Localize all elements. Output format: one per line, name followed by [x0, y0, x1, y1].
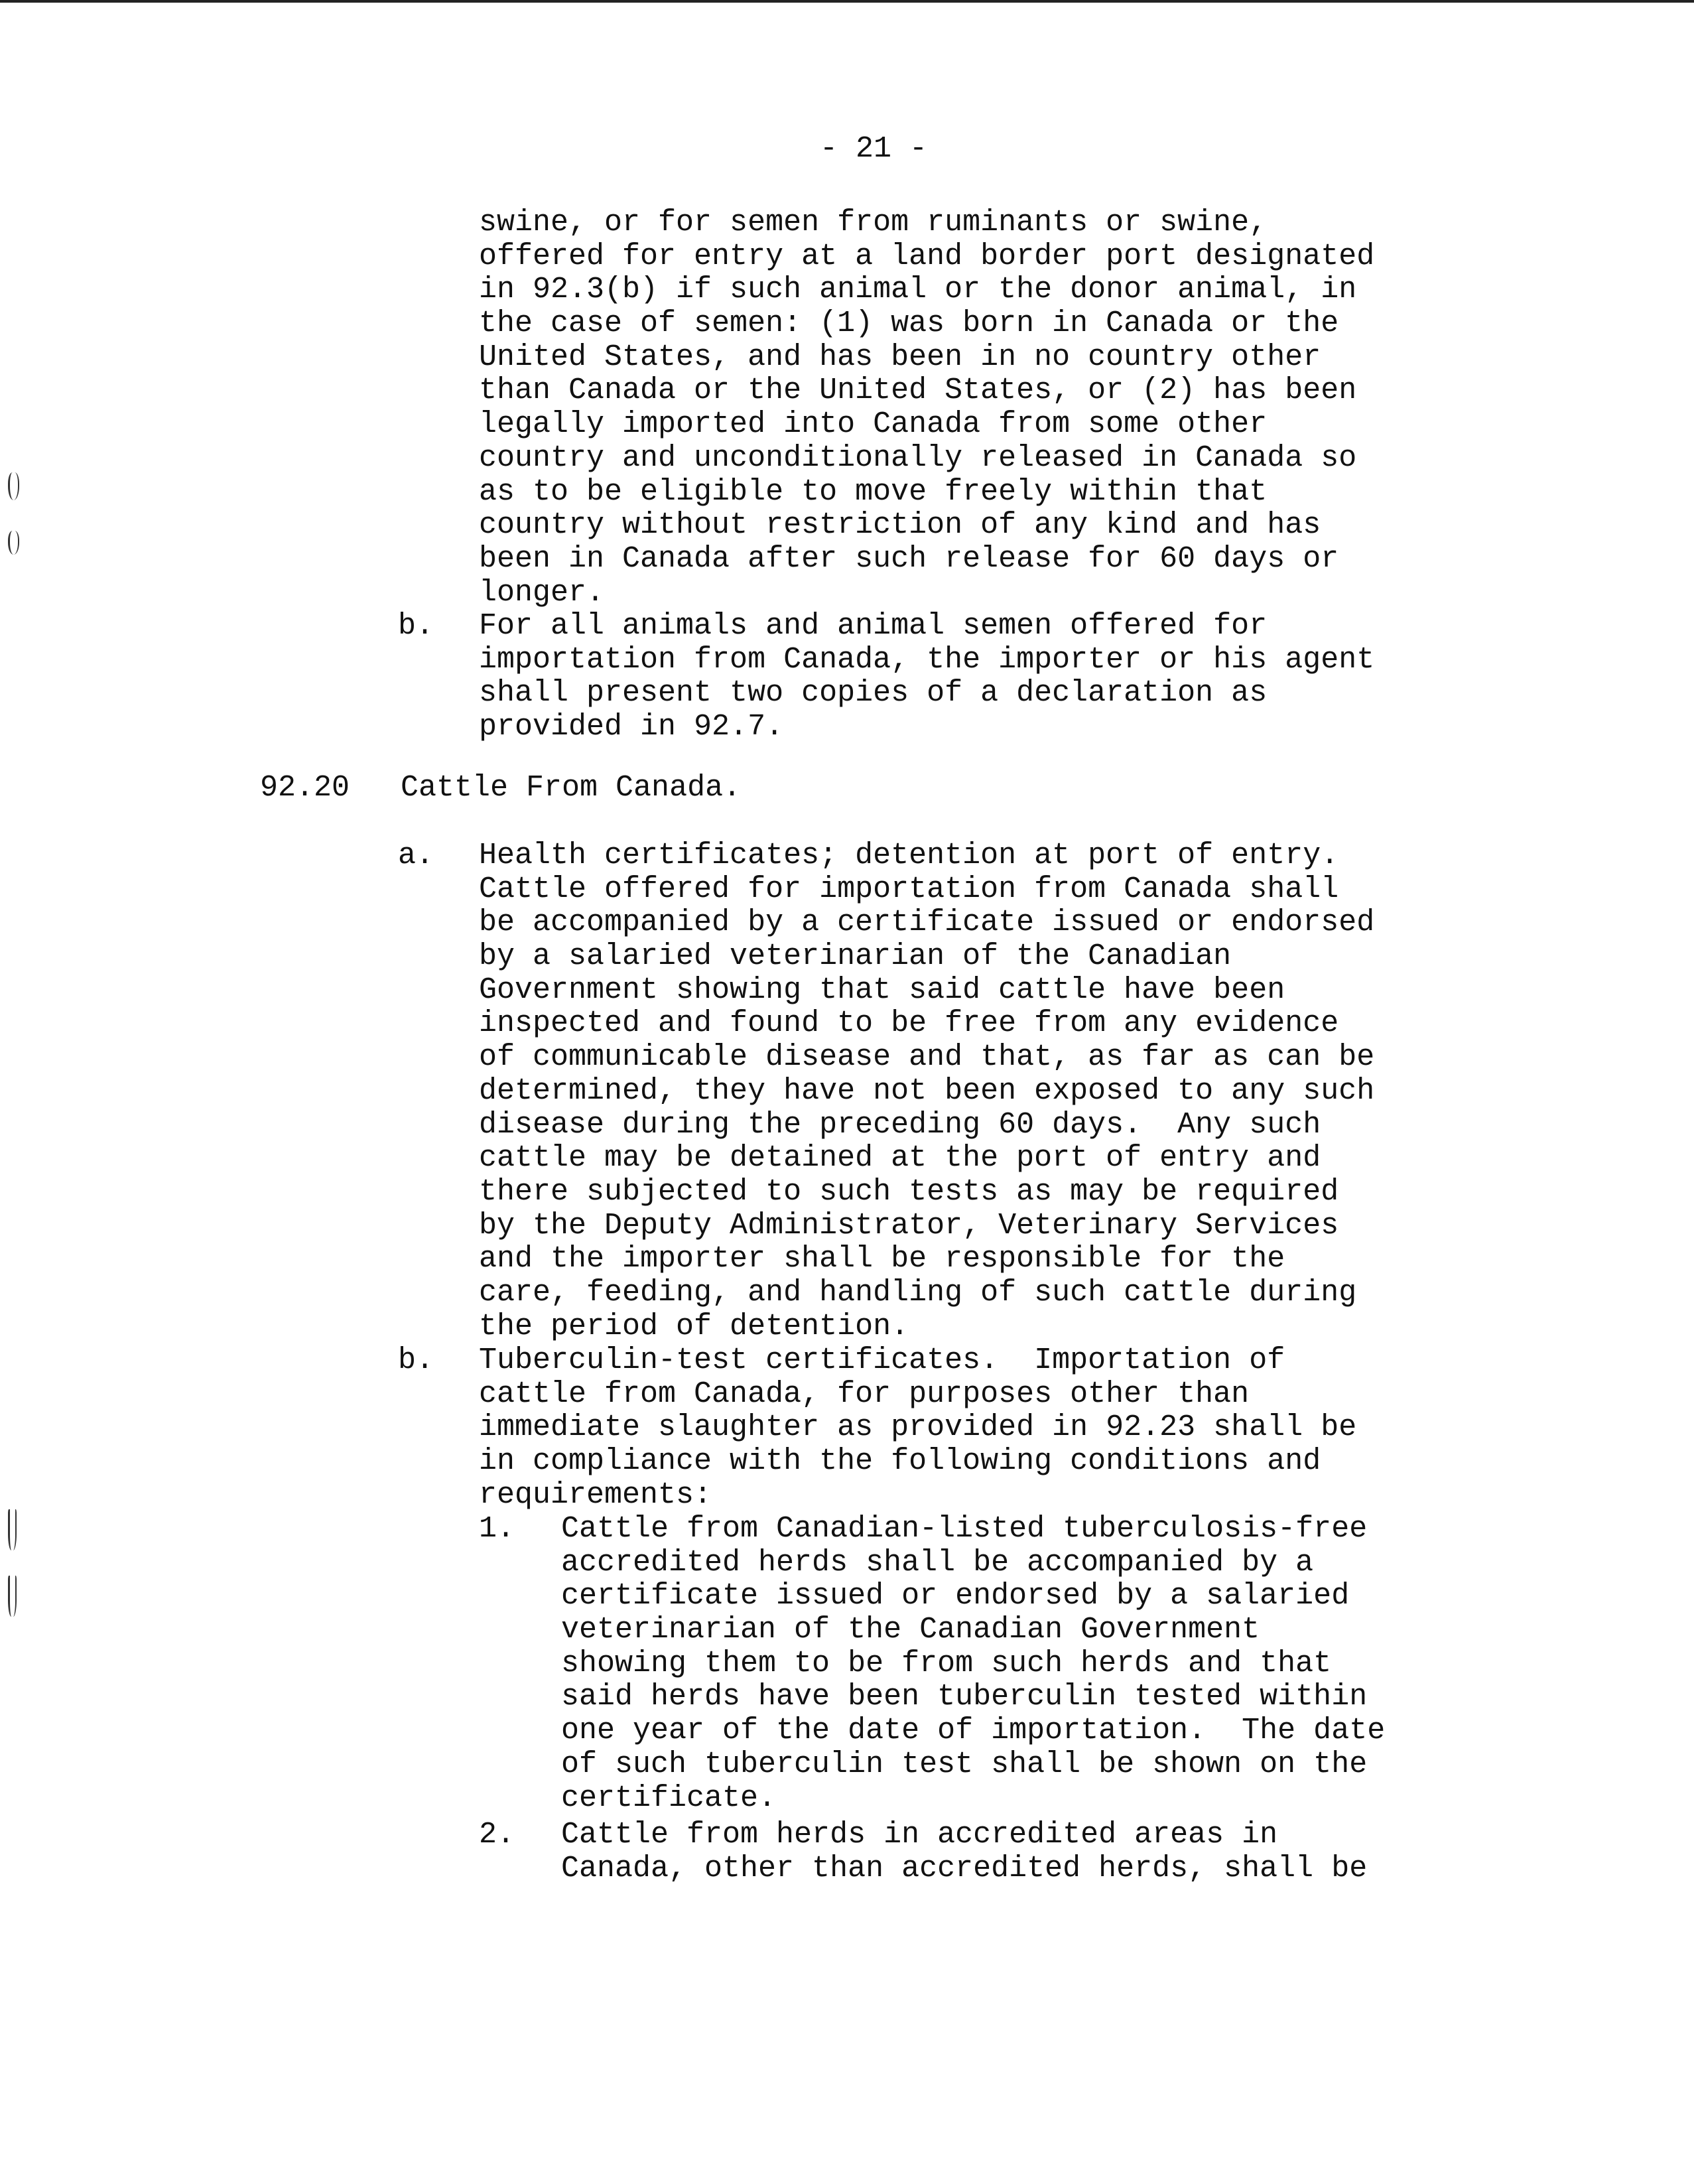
margin-bracket-mark: [8, 531, 19, 555]
text-line: determined, they have not been exposed to any such: [479, 1073, 1375, 1108]
tuberculin-test-paragraph: [479, 1344, 1356, 1512]
text-line: immediate slaughter as provided in 92.23 shall be: [479, 1410, 1357, 1445]
text-line: cattle from Canada, for purposes other than: [479, 1377, 1250, 1411]
top-border-line: [0, 0, 1694, 3]
text-line: shall present two copies of a declaration as: [479, 676, 1268, 711]
text-line: Canada, other than accredited herds, shall be: [561, 1851, 1368, 1885]
section-title: Cattle From Canada.: [401, 771, 742, 805]
text-line: than Canada or the United States, or (2) has been: [479, 374, 1357, 408]
text-line: in 92.3(b) if such animal or the donor animal, in: [479, 273, 1357, 307]
text-line: as to be eligible to move freely within that: [479, 474, 1268, 509]
text-line: by the Deputy Administrator, Veterinary Services: [479, 1208, 1339, 1243]
text-line: swine, or for semen from ruminants or swine,: [479, 206, 1268, 239]
text-line: be accompanied by a certificate issued or endorsed: [479, 906, 1375, 940]
text-line: cattle may be detained at the port of entry and: [479, 1141, 1321, 1176]
margin-bracket-mark: [8, 472, 19, 500]
continued-paragraph: [479, 206, 1374, 610]
text-line: said herds have been tuberculin tested within: [561, 1680, 1368, 1714]
text-line: Cattle from herds in accredited areas in: [561, 1818, 1278, 1852]
text-line: importation from Canada, the importer or his agent: [479, 642, 1375, 677]
text-line: showing them to be from such herds and that: [561, 1646, 1332, 1680]
text-line: certificate issued or endorsed by a salaried: [561, 1579, 1350, 1613]
text-line: one year of the date of importation. The date: [561, 1714, 1386, 1748]
text-line: For all animals and animal semen offered for: [479, 609, 1268, 643]
list-marker-2: 2.: [479, 1818, 515, 1852]
text-line: and the importer shall be responsible for the: [479, 1242, 1285, 1276]
text-line: in compliance with the following conditions and: [479, 1444, 1321, 1479]
health-certificates-paragraph: [479, 839, 1374, 1343]
text-line: veterinarian of the Canadian Government: [561, 1613, 1260, 1647]
text-line: offered for entry at a land border port designated: [479, 239, 1375, 273]
text-line: disease during the preceding 60 days. Any such: [479, 1107, 1321, 1142]
text-line: Tuberculin-test certificates. Importation of: [479, 1343, 1285, 1377]
list-marker-1: 1.: [479, 1512, 515, 1546]
margin-bracket-mark: [8, 1509, 17, 1550]
text-line: Government showing that said cattle have been: [479, 973, 1285, 1007]
text-line: requirements:: [479, 1477, 712, 1512]
text-line: there subjected to such tests as may be required: [479, 1174, 1339, 1209]
text-line: of communicable disease and that, as far as can be: [479, 1040, 1375, 1075]
text-line: country and unconditionally released in Canada so: [479, 441, 1357, 475]
text-line: inspected and found to be free from any evidence: [479, 1006, 1339, 1041]
text-line: legally imported into Canada from some other: [479, 407, 1268, 442]
text-line: provided in 92.7.: [479, 710, 784, 744]
text-line: care, feeding, and handling of such cattle during: [479, 1275, 1357, 1310]
list-marker-b: b.: [398, 1343, 434, 1377]
list-marker-b: b.: [398, 609, 434, 643]
text-line: Cattle offered for importation from Canada shall: [479, 872, 1339, 906]
text-line: been in Canada after such release for 60 days or: [479, 541, 1339, 576]
subitem-1-paragraph: [561, 1513, 1385, 1815]
text-line: Cattle from Canadian-listed tuberculosis-free: [561, 1512, 1368, 1546]
text-line: country without restriction of any kind and has: [479, 508, 1321, 543]
text-line: accredited herds shall be accompanied by a: [561, 1545, 1314, 1580]
list-marker-a: a.: [398, 839, 434, 872]
section-number: 92.20: [260, 771, 350, 805]
text-line: the case of semen: (1) was born in Canada or the: [479, 307, 1339, 341]
text-line: Health certificates; detention at port of entry.: [479, 839, 1339, 872]
page-number: - 21 -: [820, 132, 928, 166]
text-line: the period of detention.: [479, 1309, 909, 1343]
text-line: certificate.: [561, 1781, 777, 1815]
declaration-paragraph: [479, 610, 1374, 744]
text-line: longer.: [479, 575, 605, 610]
subitem-2-paragraph: [561, 1818, 1367, 1885]
text-line: by a salaried veterinarian of the Canadian: [479, 939, 1232, 974]
text-line: of such tuberculin test shall be shown on the: [561, 1747, 1368, 1781]
margin-bracket-mark: [8, 1576, 17, 1617]
text-line: United States, and has been in no country other: [479, 340, 1321, 374]
